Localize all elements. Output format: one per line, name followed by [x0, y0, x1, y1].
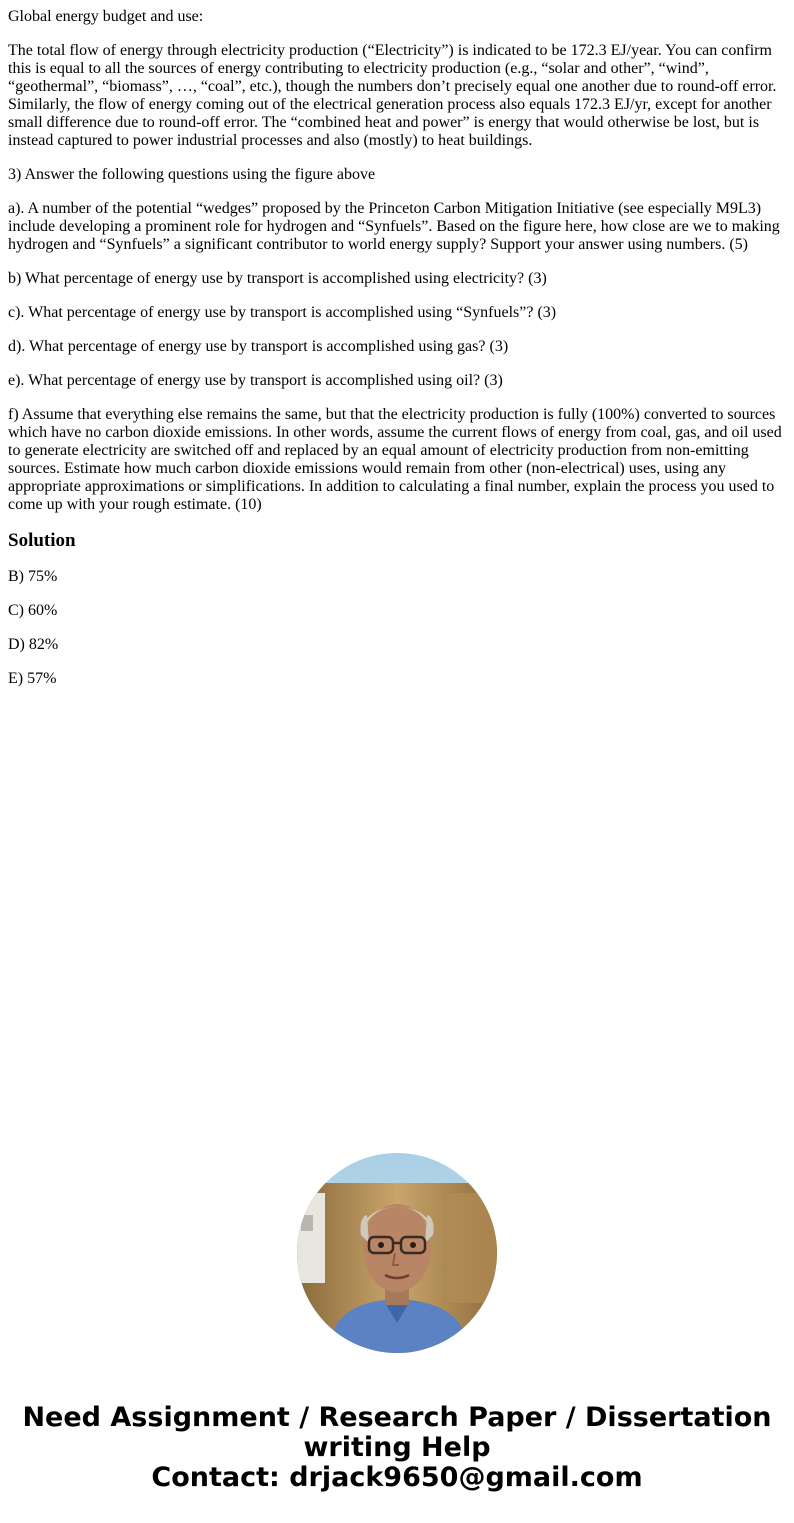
avatar — [297, 1153, 497, 1353]
promo-line-2: writing Help — [303, 1432, 491, 1463]
document-heading: Global energy budget and use: — [8, 8, 204, 25]
intro-paragraph: The total flow of energy through electricity production (“Electricity”) is indicated to be 172.3 EJ/year. You can confirm this is equal to all the sources of energy contributing to electricity production (e.g., “solar and other”, “wind”, “geothermal”, “biomass”, …, “coal”, etc.), though the numbers don’t precisely equal one another due to round-off error. Similarly, the flow of energy coming out of the electrical generation process also equals 172.3 EJ/yr, except for another small difference due to round-off error. The “combined heat and power” is energy that would otherwise be lost, but is instead captured to power industrial processes and also (mostly) to heat buildings. — [8, 42, 777, 149]
promo-contact-line: Contact: drjack9650@gmail.com — [151, 1462, 643, 1493]
solution-heading: Solution — [8, 530, 76, 551]
promo-text — [0, 1403, 794, 1493]
answer-d: D) 82% — [8, 636, 59, 653]
document-body — [0, 0, 794, 688]
promo-line-1: Need Assignment / Research Paper / Dissertation — [22, 1402, 772, 1433]
question-c: c). What percentage of energy use by transport is accomplished using “Synfuels”? (3) — [8, 304, 557, 321]
question-a: a). A number of the potential “wedges” proposed by the Princeton Carbon Mitigation Initiative (see especially M9L3) include developing a prominent role for hydrogen and “Synfuels”. Based on the figure here, how close are we to making hydrogen and “Synfuels” a significant contributor to world energy supply? Support your answer using numbers. (5) — [8, 200, 780, 253]
question-f: f) Assume that everything else remains the same, but that the electricity production is fully (100%) converted to sources which have no carbon dioxide emissions. In other words, assume the current flows of energy from coal, gas, and oil used to generate electricity are switched off and replaced by an equal amount of electricity production from non-emitting sources. Estimate how much carbon dioxide emissions would remain from other (non-electrical) uses, using any appropriate approximations or simplifications. In addition to calculating a final number, explain the process you used to come up with your rough estimate. (10) — [8, 406, 782, 513]
question-b: b) What percentage of energy use by transport is accomplished using electricity? (3) — [8, 270, 547, 287]
question-e: e). What percentage of energy use by transport is accomplished using oil? (3) — [8, 372, 503, 389]
answer-b: B) 75% — [8, 568, 58, 585]
person-portrait-icon — [297, 1153, 497, 1353]
answer-e: E) 57% — [8, 670, 57, 687]
promo-banner — [0, 1153, 794, 1493]
answer-c: C) 60% — [8, 602, 58, 619]
question-intro: 3) Answer the following questions using the figure above — [8, 166, 376, 183]
answers-list — [8, 568, 786, 688]
question-d: d). What percentage of energy use by transport is accomplished using gas? (3) — [8, 338, 509, 355]
